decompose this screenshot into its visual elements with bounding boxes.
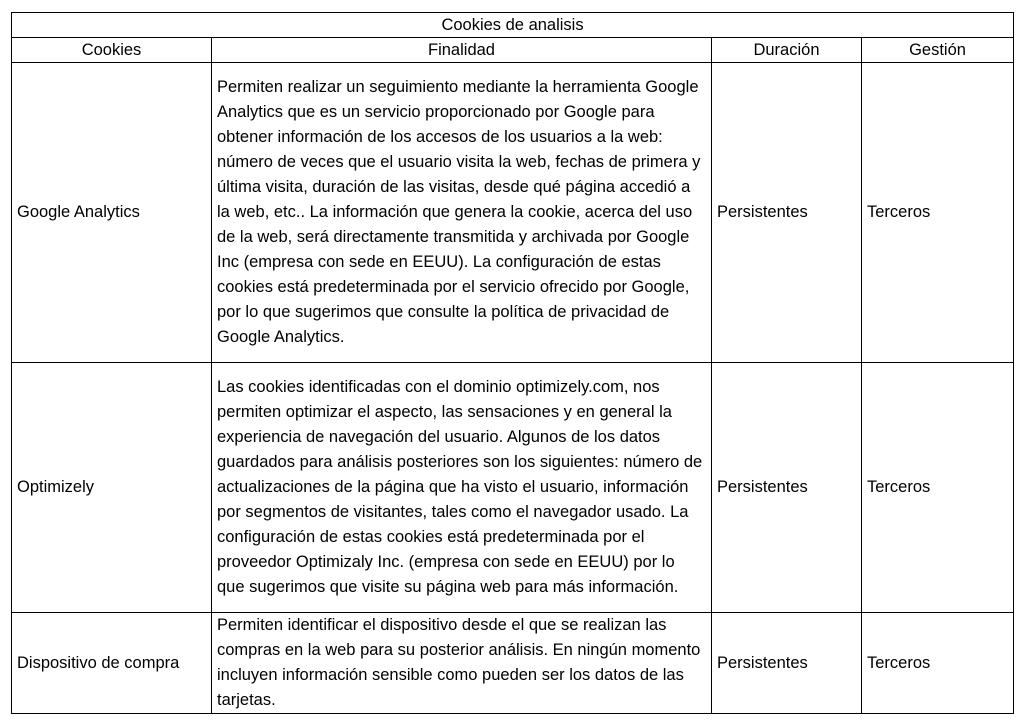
cookie-duration: Persistentes (712, 363, 862, 613)
header-cookies: Cookies (12, 38, 212, 63)
cookie-name: Optimizely (12, 363, 212, 613)
cookie-duration: Persistentes (712, 613, 862, 714)
header-row (12, 38, 1014, 63)
cookie-purpose: Permiten realizar un seguimiento mediante la herramienta Google Analytics que es un servicio proporcionado por Google para obtener información de los accesos de los usuarios a la web: número de veces que el usuario visita la web, fechas de primera y última visita, duración de las visitas, desde qué página accedió a la web, etc.. La información que genera la cookie, acerca del uso de la web, será directamente transmitida y archivada por Google Inc (empresa con sede en EEUU). La configuración de estas cookies está predeterminada por el servicio ofrecido por Google, por lo que sugerimos que consulte la política de privacidad de Google Analytics. (212, 63, 712, 363)
cookies-table (11, 12, 1014, 714)
cookie-management: Terceros (862, 613, 1014, 714)
table-row (12, 613, 1014, 714)
header-duracion: Duración (712, 38, 862, 63)
table-title: Cookies de analisis (12, 13, 1014, 38)
cookie-duration: Persistentes (712, 63, 862, 363)
table-row (12, 63, 1014, 363)
cookie-purpose: Las cookies identificadas con el dominio optimizely.com, nos permiten optimizar el aspecto, las sensaciones y en general la experiencia de navegación del usuario. Algunos de los datos guardados para análisis posteriores son los siguientes: número de actualizaciones de la página que ha visto el usuario, información por segmentos de visitantes, tales como el navegador usado. La configuración de estas cookies está predeterminada por el proveedor Optimizaly Inc. (empresa con sede en EEUU) por lo que sugerimos que visite su página web para más información. (212, 363, 712, 613)
cookie-management: Terceros (862, 63, 1014, 363)
header-gestion: Gestión (862, 38, 1014, 63)
table-row (12, 363, 1014, 613)
title-row (12, 13, 1014, 38)
cookie-name: Google Analytics (12, 63, 212, 363)
header-finalidad: Finalidad (212, 38, 712, 63)
cookie-name: Dispositivo de compra (12, 613, 212, 714)
cookie-management: Terceros (862, 363, 1014, 613)
cookie-purpose: Permiten identificar el dispositivo desde el que se realizan las compras en la web para su posterior análisis. En ningún momento incluyen información sensible como pueden ser los datos de las tarjetas. (212, 613, 712, 714)
